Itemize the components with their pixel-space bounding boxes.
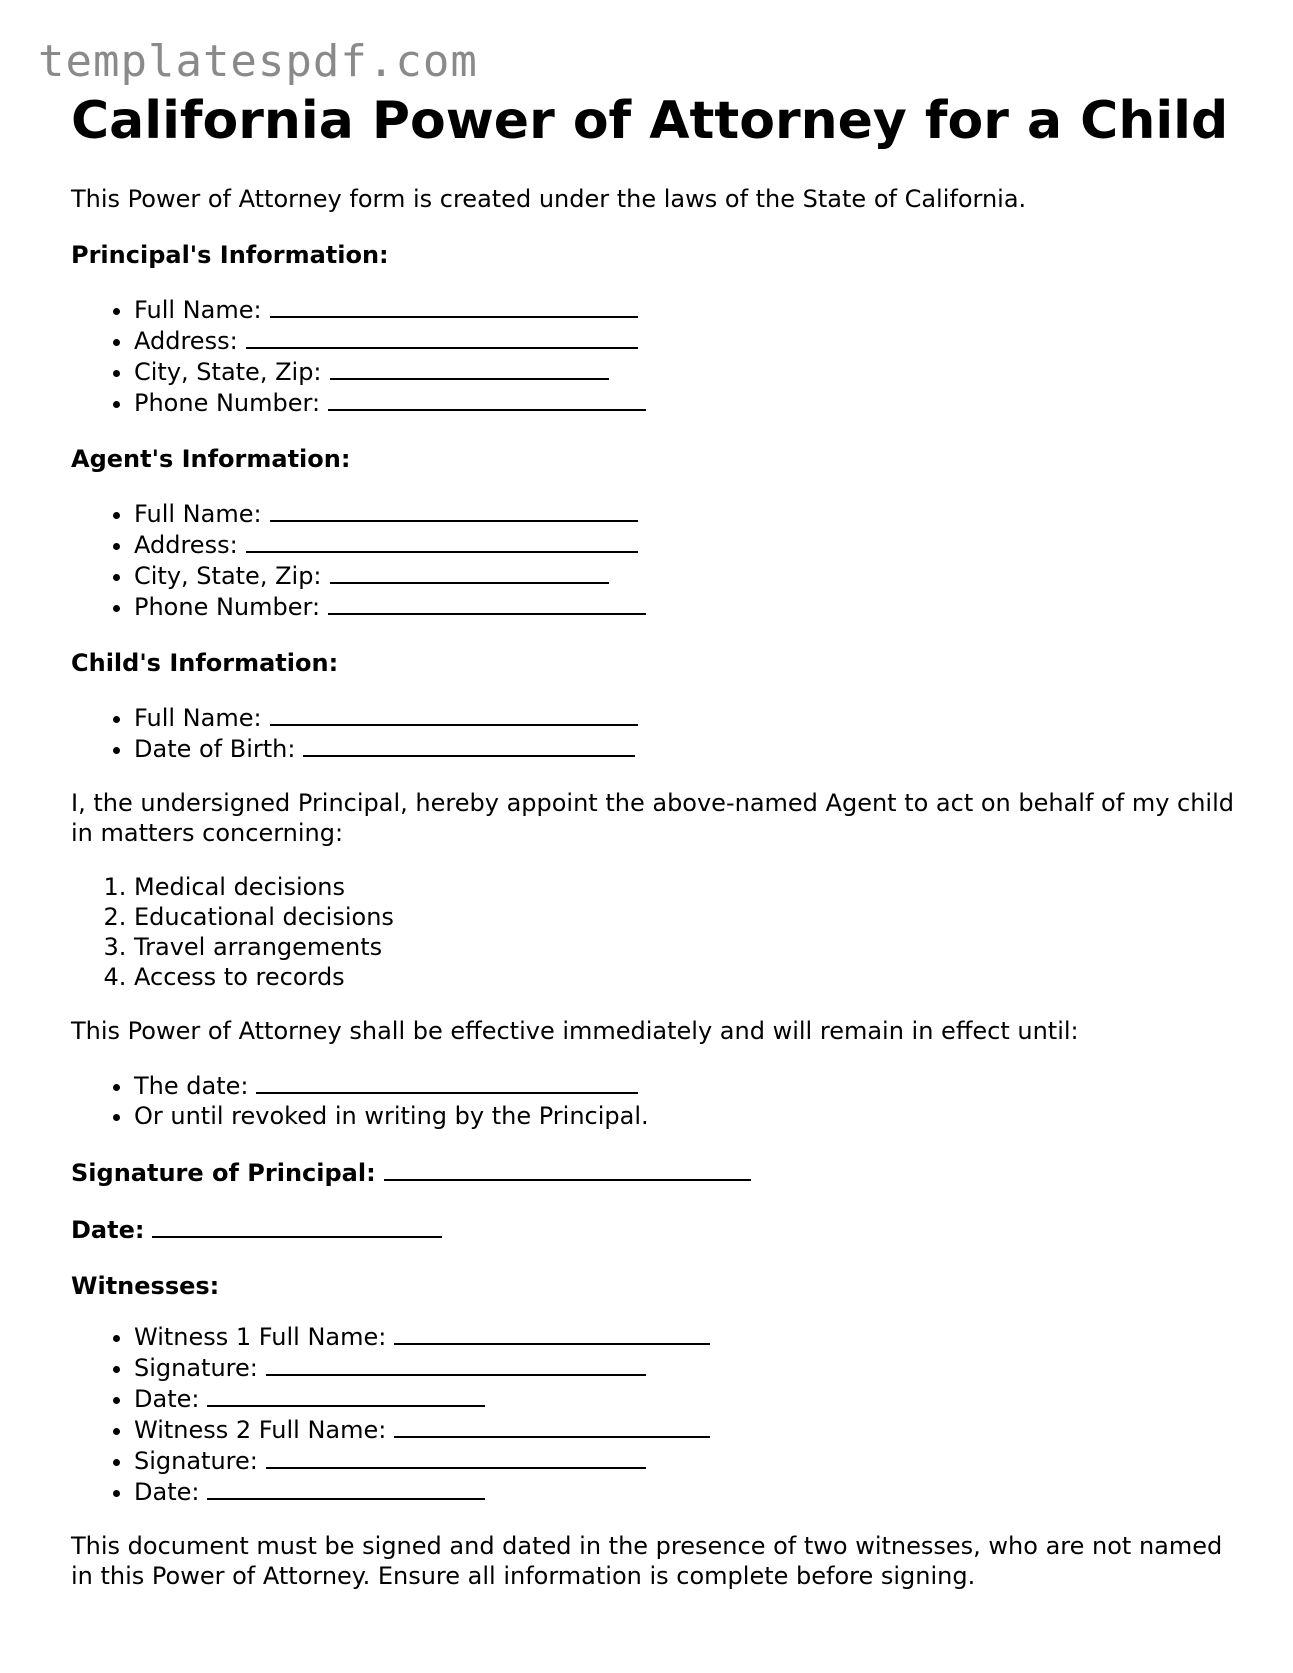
matter-item: 4. Access to records	[134, 962, 1251, 992]
agent-city-state-zip-blank[interactable]	[330, 560, 609, 584]
agent-address-blank[interactable]	[246, 529, 638, 553]
principal-phone-blank[interactable]	[328, 387, 646, 411]
witness1-signature-field: • Signature:	[134, 1352, 1251, 1383]
witness2-signature-blank[interactable]	[266, 1445, 646, 1469]
principal-address-field: • Address:	[134, 325, 1251, 356]
witness2-signature-field: • Signature:	[134, 1445, 1251, 1476]
child-fields	[71, 702, 1251, 764]
until-list	[71, 1070, 1251, 1131]
until-revoked-item: • Or until revoked in writing by the Principal.	[134, 1101, 1251, 1131]
page-title: California Power of Attorney for a Child	[71, 91, 1229, 151]
effective-text: This Power of Attorney shall be effective immediately and will remain in effect until:	[71, 1017, 1079, 1045]
witness1-name-blank[interactable]	[394, 1321, 710, 1345]
agent-full-name-blank[interactable]	[270, 498, 638, 522]
witness1-name-field: • Witness 1 Full Name:	[134, 1321, 1251, 1352]
witness2-name-field: • Witness 2 Full Name:	[134, 1414, 1251, 1445]
agent-heading: Agent's Information:	[71, 445, 351, 473]
witness-fields	[71, 1321, 1251, 1507]
intro-text: This Power of Attorney form is created under the laws of the State of California.	[71, 185, 1027, 213]
signature-date-blank[interactable]	[152, 1214, 442, 1238]
principal-fields	[71, 294, 1251, 418]
agent-full-name-field: • Full Name:	[134, 498, 1251, 529]
child-dob-field: • Date of Birth:	[134, 733, 1251, 764]
principal-city-state-zip-field: • City, State, Zip:	[134, 356, 1251, 387]
agent-city-state-zip-field: • City, State, Zip:	[134, 560, 1251, 591]
agent-fields	[71, 498, 1251, 622]
matters-list	[71, 872, 1251, 992]
child-dob-blank[interactable]	[303, 733, 635, 757]
signature-date-field: Date:	[71, 1214, 1251, 1245]
witness1-date-blank[interactable]	[207, 1383, 485, 1407]
witness1-date-field: • Date:	[134, 1383, 1251, 1414]
child-heading: Child's Information:	[71, 649, 339, 677]
agent-address-field: • Address:	[134, 529, 1251, 560]
agent-phone-blank[interactable]	[328, 591, 646, 615]
principal-phone-field: • Phone Number:	[134, 387, 1251, 418]
witness2-date-field: • Date:	[134, 1476, 1251, 1507]
matter-item: 2. Educational decisions	[134, 902, 1251, 932]
witness2-date-blank[interactable]	[207, 1476, 485, 1500]
principal-signature-field: Signature of Principal:	[71, 1157, 1251, 1188]
matter-item: 1. Medical decisions	[134, 872, 1251, 902]
matter-item: 3. Travel arrangements	[134, 932, 1251, 962]
child-full-name-blank[interactable]	[270, 702, 638, 726]
witness2-name-blank[interactable]	[394, 1414, 710, 1438]
principal-heading: Principal's Information:	[71, 241, 389, 269]
until-date-field: • The date:	[134, 1070, 1251, 1101]
witness1-signature-blank[interactable]	[266, 1352, 646, 1376]
child-full-name-field: • Full Name:	[134, 702, 1251, 733]
appointment-text: I, the undersigned Principal, hereby appoint the above-named Agent to act on behalf of my child in matters concerning:	[71, 789, 1235, 847]
watermark: templatespdf.com	[38, 36, 478, 87]
agent-phone-field: • Phone Number:	[134, 591, 1251, 622]
footer-note: This document must be signed and dated in the presence of two witnesses, who are not named in this Power of Attorney. Ensure all information is complete before signing.	[71, 1532, 1223, 1590]
principal-signature-blank[interactable]	[384, 1157, 751, 1181]
until-date-blank[interactable]	[256, 1070, 638, 1094]
document-page	[71, 88, 1251, 1591]
principal-full-name-blank[interactable]	[270, 294, 638, 318]
principal-city-state-zip-blank[interactable]	[330, 356, 609, 380]
principal-full-name-field: • Full Name:	[134, 294, 1251, 325]
principal-address-blank[interactable]	[246, 325, 638, 349]
witnesses-heading: Witnesses:	[71, 1272, 220, 1300]
